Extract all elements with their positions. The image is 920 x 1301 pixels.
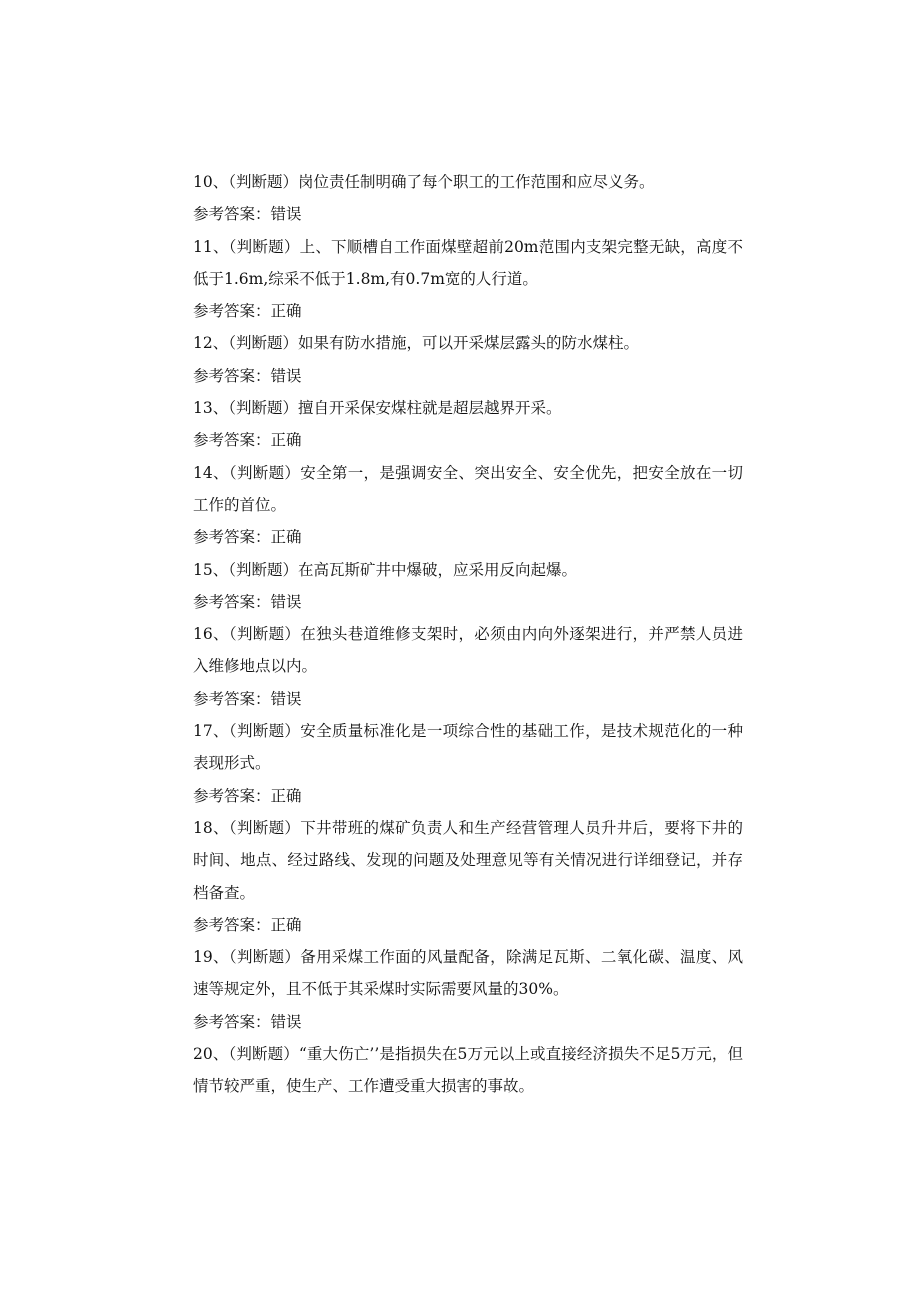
reference-answer: 参考答案：错误 <box>193 366 302 385</box>
reference-answer: 参考答案：错误 <box>193 1012 302 1031</box>
question-item-19 <box>193 941 743 1038</box>
question-item-17 <box>193 715 743 812</box>
question-text: 18、（判断题）下井带班的煤矿负责人和生产经营管理人员升井后，要将下井的时间、地点、经过路线、发现的问题及处理意见等有关情况进行详细登记，并存档备查。 <box>193 818 743 902</box>
question-text: 12、（判断题）如果有防水措施，可以开采煤层露头的防水煤柱。 <box>193 334 639 353</box>
question-item-11 <box>193 231 743 328</box>
reference-answer: 参考答案：错误 <box>193 592 302 611</box>
question-text: 14、（判断题）安全第一，是强调安全、突出安全、安全优先，把安全放在一切工作的首位。 <box>193 463 743 514</box>
question-list <box>193 166 743 1103</box>
question-text: 17、（判断题）安全质量标准化是一项综合性的基础工作，是技术规范化的一种表现形式。 <box>193 722 743 773</box>
question-item-20 <box>193 1038 743 1103</box>
question-item-13 <box>193 392 743 457</box>
reference-answer: 参考答案：正确 <box>193 528 302 547</box>
question-text: 10、（判断题）岗位责任制明确了每个职工的工作范围和应尽义务。 <box>193 173 655 191</box>
question-item-18 <box>193 812 743 941</box>
reference-answer: 参考答案：正确 <box>193 915 302 934</box>
question-item-12 <box>193 327 743 392</box>
question-text: 13、（判断题）擅自开采保安煤柱就是超层越界开采。 <box>193 399 562 418</box>
question-item-15 <box>193 554 743 619</box>
reference-answer: 参考答案：错误 <box>193 689 302 708</box>
reference-answer: 参考答案：正确 <box>193 786 302 805</box>
question-text: 11、（判断题）上、下顺槽自工作面煤壁超前20m范围内支架完整无缺，高度不低于1.6m,综采不低于1.8m,有0.7m宽的人行道。 <box>193 237 743 288</box>
question-text: 15、（判断题）在高瓦斯矿井中爆破，应采用反向起爆。 <box>193 560 577 579</box>
question-item-16 <box>193 618 743 715</box>
reference-answer: 参考答案：正确 <box>193 431 302 450</box>
question-text: 16、（判断题）在独头巷道维修支架时，必须由内向外逐架进行，并严禁人员进入维修地点以内。 <box>193 625 743 676</box>
question-text: 19、（判断题）备用采煤工作面的风量配备，除满足瓦斯、二氧化碳、温度、风速等规定外，且不低于其采煤时实际需要风量的30%。 <box>193 948 743 999</box>
question-text: 20、（判断题）“重大伤亡’’是指损失在5万元以上或直接经济损失不足5万元，但情节较严重，使生产、工作遭受重大损害的事故。 <box>193 1045 743 1096</box>
reference-answer: 参考答案：正确 <box>193 302 302 321</box>
reference-answer: 参考答案：错误 <box>193 205 302 224</box>
question-item-14 <box>193 457 743 554</box>
question-item-10 <box>193 166 743 231</box>
